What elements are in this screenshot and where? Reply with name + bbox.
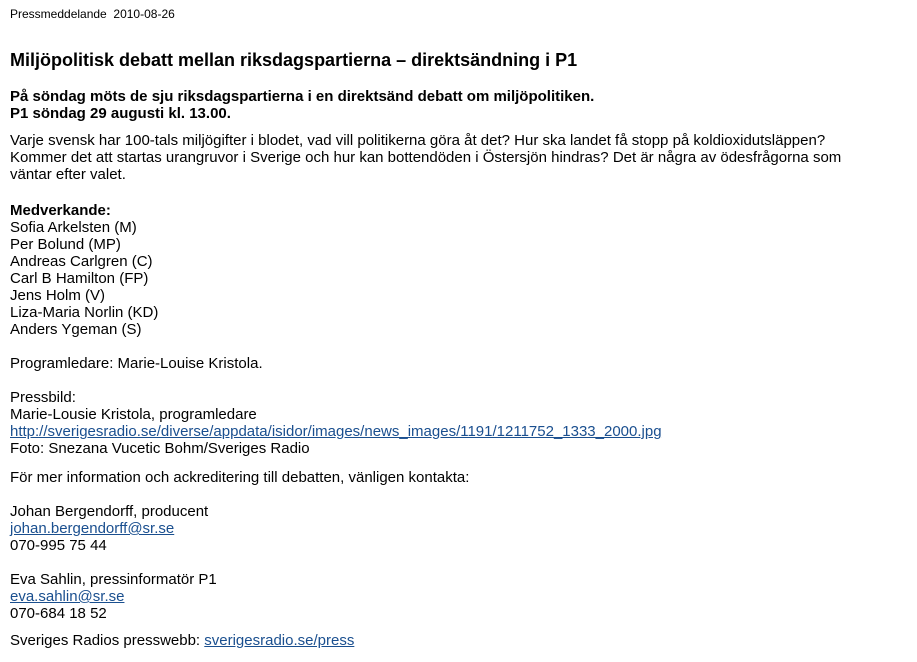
press-image-credit: Foto: Snezana Vucetic Bohm/Sveriges Radio: [10, 440, 310, 457]
contact-email-link[interactable]: eva.sahlin@sr.se: [10, 588, 125, 605]
page-title: Miljöpolitisk debatt mellan riksdagspartierna – direktsändning i P1: [10, 50, 578, 70]
footer: [10, 632, 354, 649]
participants-heading: Medverkande:: [10, 202, 111, 219]
lead-line: På söndag möts de sju riksdagspartierna i en direktsänd debatt om miljöpolitiken.: [10, 88, 595, 105]
participant: Per Bolund (MP): [10, 236, 121, 253]
contact-name: Eva Sahlin, pressinformatör P1: [10, 571, 217, 588]
contact-name: Johan Bergendorff, producent: [10, 503, 209, 520]
lead: [10, 88, 594, 122]
contact-phone: 070-995 75 44: [10, 537, 107, 554]
participant: Carl B Hamilton (FP): [10, 270, 149, 287]
press-web-link[interactable]: sverigesradio.se/press: [204, 632, 355, 649]
contact-phone: 070-684 18 52: [10, 605, 107, 622]
press-image-heading: Pressbild:: [10, 389, 76, 406]
footer-label: Sveriges Radios presswebb:: [10, 632, 201, 649]
contact: [10, 503, 208, 554]
participant: Sofia Arkelsten (M): [10, 219, 137, 236]
header-date: 2010-08-26: [113, 7, 175, 21]
participants: [10, 202, 158, 338]
body-line: väntar efter valet.: [10, 166, 126, 183]
contact: [10, 571, 217, 622]
contact-email-link[interactable]: johan.bergendorff@sr.se: [10, 520, 175, 537]
participant: Liza-Maria Norlin (KD): [10, 304, 159, 321]
press-release-header: [10, 7, 175, 21]
body-line: Varje svensk har 100-tals miljögifter i blodet, vad vill politikerna göra åt det? Hur ska landet få stopp på koldioxidutsläppen?: [10, 132, 826, 149]
participant: Anders Ygeman (S): [10, 321, 142, 338]
body-line: Kommer det att startas urangruvor i Sverige och hur kan bottendöden i Östersjön hindras? Det är några av ödesfrågorna som: [10, 149, 842, 166]
participant: Jens Holm (V): [10, 287, 106, 304]
header-label: Pressmeddelande: [10, 7, 107, 21]
body-paragraph: [10, 132, 841, 183]
host: Programledare: Marie-Louise Kristola.: [10, 355, 263, 372]
press-image-link[interactable]: http://sverigesradio.se/diverse/appdata/isidor/images/news_images/1191/1211752_1333_2000.jpg: [10, 423, 662, 440]
lead-line: P1 söndag 29 augusti kl. 13.00.: [10, 105, 231, 122]
press-image: [10, 389, 662, 457]
contact-intro: För mer information och ackreditering till debatten, vänligen kontakta:: [10, 469, 470, 486]
participant: Andreas Carlgren (C): [10, 253, 153, 270]
press-image-caption: Marie-Lousie Kristola, programledare: [10, 406, 257, 423]
